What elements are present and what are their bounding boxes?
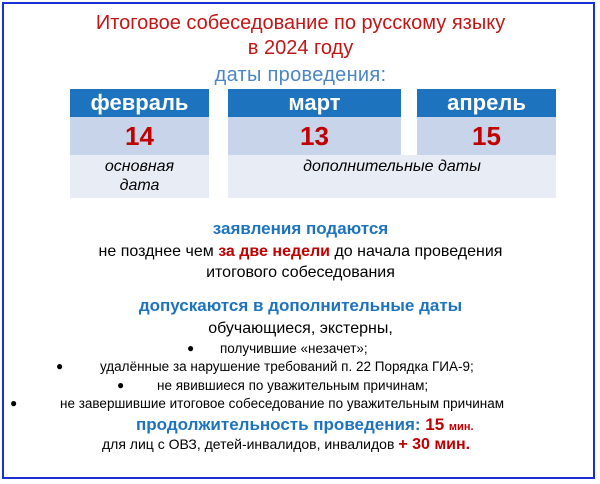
date-march: 13: [228, 117, 401, 155]
bullet-dot: ●: [56, 359, 64, 373]
bullet-dot: ●: [117, 378, 125, 392]
bullet-text: получившие «незачет»;: [220, 341, 368, 356]
bullet-dot: ●: [10, 396, 18, 410]
title-line-2: в 2024 году: [247, 37, 354, 59]
duration-value: 15: [425, 415, 445, 434]
duration-label: продолжительность проведения:: [136, 415, 426, 434]
applications-deadline-suffix: до начала проведения: [330, 243, 503, 260]
admission-heading: допускаются в дополнительные даты: [138, 296, 463, 315]
applications-heading: заявления подаются: [212, 219, 389, 238]
admission-bullet-item: [4, 396, 597, 414]
admission-bullet-item: [4, 341, 597, 359]
main-date-note: [70, 155, 209, 198]
duration-unit: мин.: [448, 421, 474, 433]
additional-dates-label: дополнительные даты: [303, 158, 481, 175]
date-february: 14: [70, 117, 209, 155]
applications-deadline-highlight: за две недели: [218, 243, 331, 260]
additional-dates-note: [228, 155, 556, 198]
date-april: 15: [417, 117, 556, 155]
month-header-february: февраль: [70, 89, 209, 117]
admission-bullet-item: [4, 378, 597, 396]
duration-heading: [136, 415, 596, 435]
applications-deadline: [4, 243, 597, 261]
main-date-note-line1: основная: [104, 158, 175, 175]
main-date-note-line2: дата: [119, 177, 160, 194]
admission-bullet-item: [4, 359, 597, 377]
bullet-dot: ●: [187, 341, 195, 355]
month-header-march: март: [228, 89, 401, 117]
duration-extra-text: для лиц с ОВЗ, детей-инвалидов, инвалидов: [102, 436, 399, 452]
title-line-1: Итоговое собеседование по русскому языку: [95, 12, 506, 34]
bullet-text: удалённые за нарушение требований п. 22 Порядка ГИА-9;: [100, 359, 474, 374]
applications-deadline-prefix: не позднее чем: [98, 243, 219, 260]
admission-students: обучающиеся, экстерны,: [208, 320, 393, 337]
duration-extra-value: + 30 мин.: [398, 436, 471, 453]
dates-heading: даты проведения:: [214, 64, 387, 86]
info-card: [2, 2, 595, 479]
bullet-text: не завершившие итоговое собеседование по уважительным причинам: [60, 396, 505, 411]
bullet-text: не явившиеся по уважительным причинам;: [157, 378, 429, 393]
applications-deadline-line2: итогового собеседования: [206, 264, 395, 281]
month-header-april: апрель: [417, 89, 556, 117]
duration-extra-line: [102, 436, 597, 454]
